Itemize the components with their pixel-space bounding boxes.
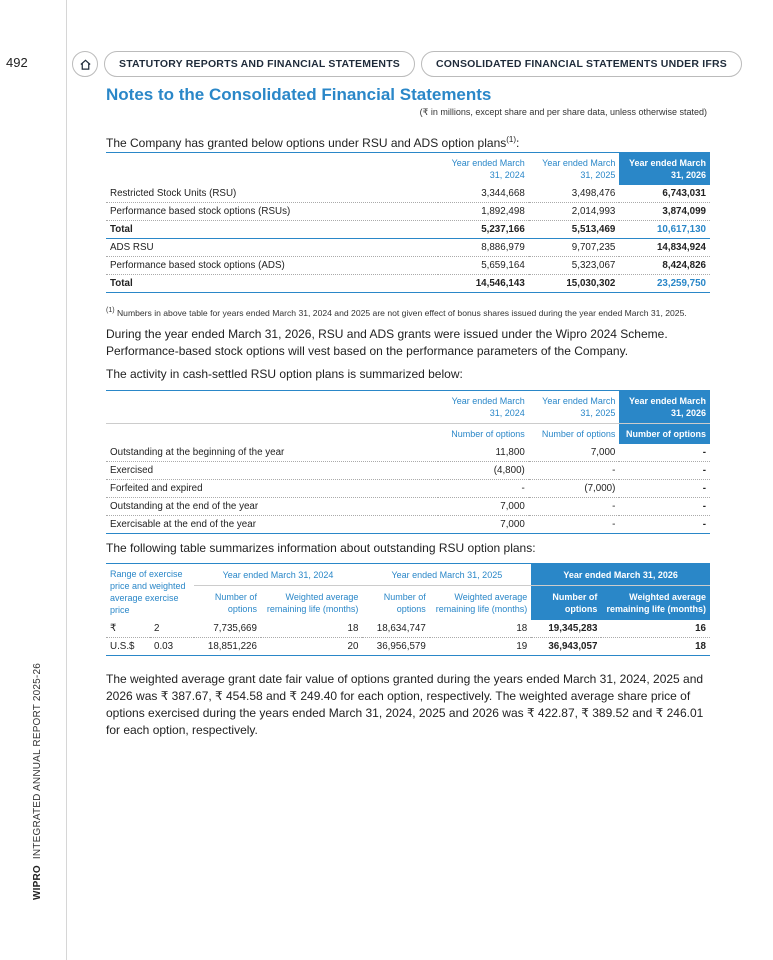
- grants-header-2024: Year ended March 31, 2024: [451, 158, 525, 180]
- table-cell: 36,943,057: [531, 638, 601, 656]
- table-cell: (4,800): [438, 462, 529, 480]
- table-cell: 36,956,579: [362, 638, 429, 656]
- table-cell: 15,030,302: [529, 275, 620, 293]
- table-row: [106, 620, 710, 638]
- table-row: [106, 638, 710, 656]
- col-life: Weighted average remaining life (months): [601, 586, 710, 620]
- table-cell: -: [529, 462, 620, 480]
- table-row: [106, 185, 710, 203]
- range-header: Range of exercise price and weighted average exercise price: [110, 569, 186, 615]
- table-cell: 3,498,476: [529, 185, 620, 203]
- scheme-paragraph: During the year ended March 31, 2026, RSU and ADS grants were issued under the Wipro 2024 Scheme. Performance-based stock options will vest based on the performance parameters of the Company.: [106, 327, 668, 358]
- activity-header-2026: Year ended March 31, 2026: [619, 391, 710, 424]
- col-options: Number of options: [531, 586, 601, 620]
- table-cell: -: [438, 480, 529, 498]
- table-footnote: $^{(1)}$ Numbers in above table for years ended March 31, 2024 and 2025 are not given effect of bonus shares issued during the year ended March 31, 2025.: [106, 307, 687, 318]
- activity-subheader: Number of options: [438, 424, 529, 445]
- table-cell: 18: [430, 620, 531, 638]
- table-cell: 7,000: [529, 444, 620, 462]
- grants-header-2026: Year ended March 31, 2026: [619, 153, 710, 186]
- table-cell: -: [619, 462, 710, 480]
- row-label: Performance based stock options (RSUs): [106, 203, 438, 221]
- table-cell: 8,424,826: [619, 257, 710, 275]
- row-label: Total: [106, 275, 438, 293]
- row-label: ADS RSU: [106, 239, 438, 257]
- row-label: Forfeited and expired: [106, 480, 438, 498]
- table-cell: 7,000: [438, 498, 529, 516]
- activity-intro: The activity in cash-settled RSU option plans is summarized below:: [106, 367, 463, 381]
- row-label: Restricted Stock Units (RSU): [106, 185, 438, 203]
- row-label: Outstanding at the beginning of the year: [106, 444, 438, 462]
- unit-note: (₹ in millions, except share and per share data, unless otherwise stated): [419, 107, 707, 117]
- table-cell: -: [529, 516, 620, 534]
- table-cell: 5,659,164: [438, 257, 529, 275]
- table-cell: -: [619, 480, 710, 498]
- report-footer: [32, 663, 43, 900]
- table-row: [106, 221, 710, 239]
- report-name: INTEGRATED ANNUAL REPORT 2025-26: [32, 663, 43, 860]
- table-cell: 6,743,031: [619, 185, 710, 203]
- activity-header-2025: Year ended March 31, 2025: [542, 396, 616, 418]
- table-row: [106, 203, 710, 221]
- table-cell: 18,634,747: [362, 620, 429, 638]
- col-options: Number of options: [362, 586, 429, 620]
- table-row: [106, 275, 710, 293]
- table-cell: 5,323,067: [529, 257, 620, 275]
- outstanding-year-2026: Year ended March 31, 2026: [531, 564, 710, 586]
- price-cell: 2: [150, 620, 194, 638]
- table-row: [106, 257, 710, 275]
- currency-cell: ₹: [106, 620, 150, 638]
- outstanding-year-2025: Year ended March 31, 2025: [391, 569, 503, 580]
- table-cell: 3,874,099: [619, 203, 710, 221]
- activity-subheader: Number of options: [529, 424, 620, 445]
- table-cell: 20: [261, 638, 362, 656]
- table-row: [106, 516, 710, 534]
- table-row: [106, 498, 710, 516]
- row-label: Exercised: [106, 462, 438, 480]
- activity-table: [106, 390, 710, 534]
- table-cell: 8,886,979: [438, 239, 529, 257]
- table-cell: -: [619, 444, 710, 462]
- table-cell: 10,617,130: [619, 221, 710, 239]
- table-cell: 3,344,668: [438, 185, 529, 203]
- nav-section-link[interactable]: STATUTORY REPORTS AND FINANCIAL STATEMENTS: [104, 51, 415, 77]
- col-options: Number of options: [194, 586, 261, 620]
- intro-text: The Company has granted below options under RSU and ADS option plans$^{(1)}$:: [106, 135, 520, 150]
- row-label: Exercisable at the end of the year: [106, 516, 438, 534]
- outstanding-year-2024: Year ended March 31, 2024: [222, 569, 334, 580]
- activity-header-2024: Year ended March 31, 2024: [451, 396, 525, 418]
- col-life: Weighted average remaining life (months): [261, 586, 362, 620]
- grants-header-2025: Year ended March 31, 2025: [542, 158, 616, 180]
- table-cell: 2,014,993: [529, 203, 620, 221]
- table-row: [106, 462, 710, 480]
- breadcrumb-nav: [72, 50, 742, 78]
- table-cell: 5,237,166: [438, 221, 529, 239]
- price-cell: 0.03: [150, 638, 194, 656]
- table-cell: 14,834,924: [619, 239, 710, 257]
- table-cell: 18,851,226: [194, 638, 261, 656]
- home-icon: [79, 58, 92, 71]
- table-cell: 7,000: [438, 516, 529, 534]
- activity-subheader: Number of options: [619, 424, 710, 445]
- table-cell: -: [619, 516, 710, 534]
- table-cell: 16: [601, 620, 710, 638]
- fair-value-paragraph: The weighted average grant date fair value of options granted during the years ended March 31, 2024, 2025 and 2026 was ₹ 387.67, ₹ 454.58 and ₹ 249.40 for each option, respectively. The weighted average share price of options exercised during the years ended March 31, 2024, 2025 and 2026 was ₹ 422.87, ₹ 389.52 and ₹ 246.01 for each option, respectively.: [106, 672, 704, 737]
- table-cell: (7,000): [529, 480, 620, 498]
- page-title: Notes to the Consolidated Financial Statements: [106, 85, 492, 104]
- grants-table: [106, 152, 710, 293]
- outstanding-table: [106, 563, 710, 656]
- table-cell: 18: [601, 638, 710, 656]
- table-cell: 18: [261, 620, 362, 638]
- table-row: [106, 480, 710, 498]
- home-button[interactable]: [72, 51, 98, 77]
- table-cell: 7,735,669: [194, 620, 261, 638]
- table-cell: -: [619, 498, 710, 516]
- table-cell: 23,259,750: [619, 275, 710, 293]
- table-cell: -: [529, 498, 620, 516]
- table-cell: 19: [430, 638, 531, 656]
- row-label: Total: [106, 221, 438, 239]
- table-cell: 1,892,498: [438, 203, 529, 221]
- table-cell: 19,345,283: [531, 620, 601, 638]
- currency-cell: U.S.$: [106, 638, 150, 656]
- page-number: 492: [6, 55, 28, 70]
- row-label: Outstanding at the end of the year: [106, 498, 438, 516]
- row-label: Performance based stock options (ADS): [106, 257, 438, 275]
- table-cell: 14,546,143: [438, 275, 529, 293]
- margin-divider: [66, 0, 67, 960]
- nav-subsection-link[interactable]: CONSOLIDATED FINANCIAL STATEMENTS UNDER IFRS: [421, 51, 742, 77]
- table-row: [106, 444, 710, 462]
- table-row: [106, 239, 710, 257]
- table-cell: 5,513,469: [529, 221, 620, 239]
- outstanding-intro: The following table summarizes information about outstanding RSU option plans:: [106, 541, 536, 555]
- col-life: Weighted average remaining life (months): [430, 586, 531, 620]
- table-cell: 11,800: [438, 444, 529, 462]
- table-cell: 9,707,235: [529, 239, 620, 257]
- brand-logo-text: WIPRO: [32, 865, 43, 900]
